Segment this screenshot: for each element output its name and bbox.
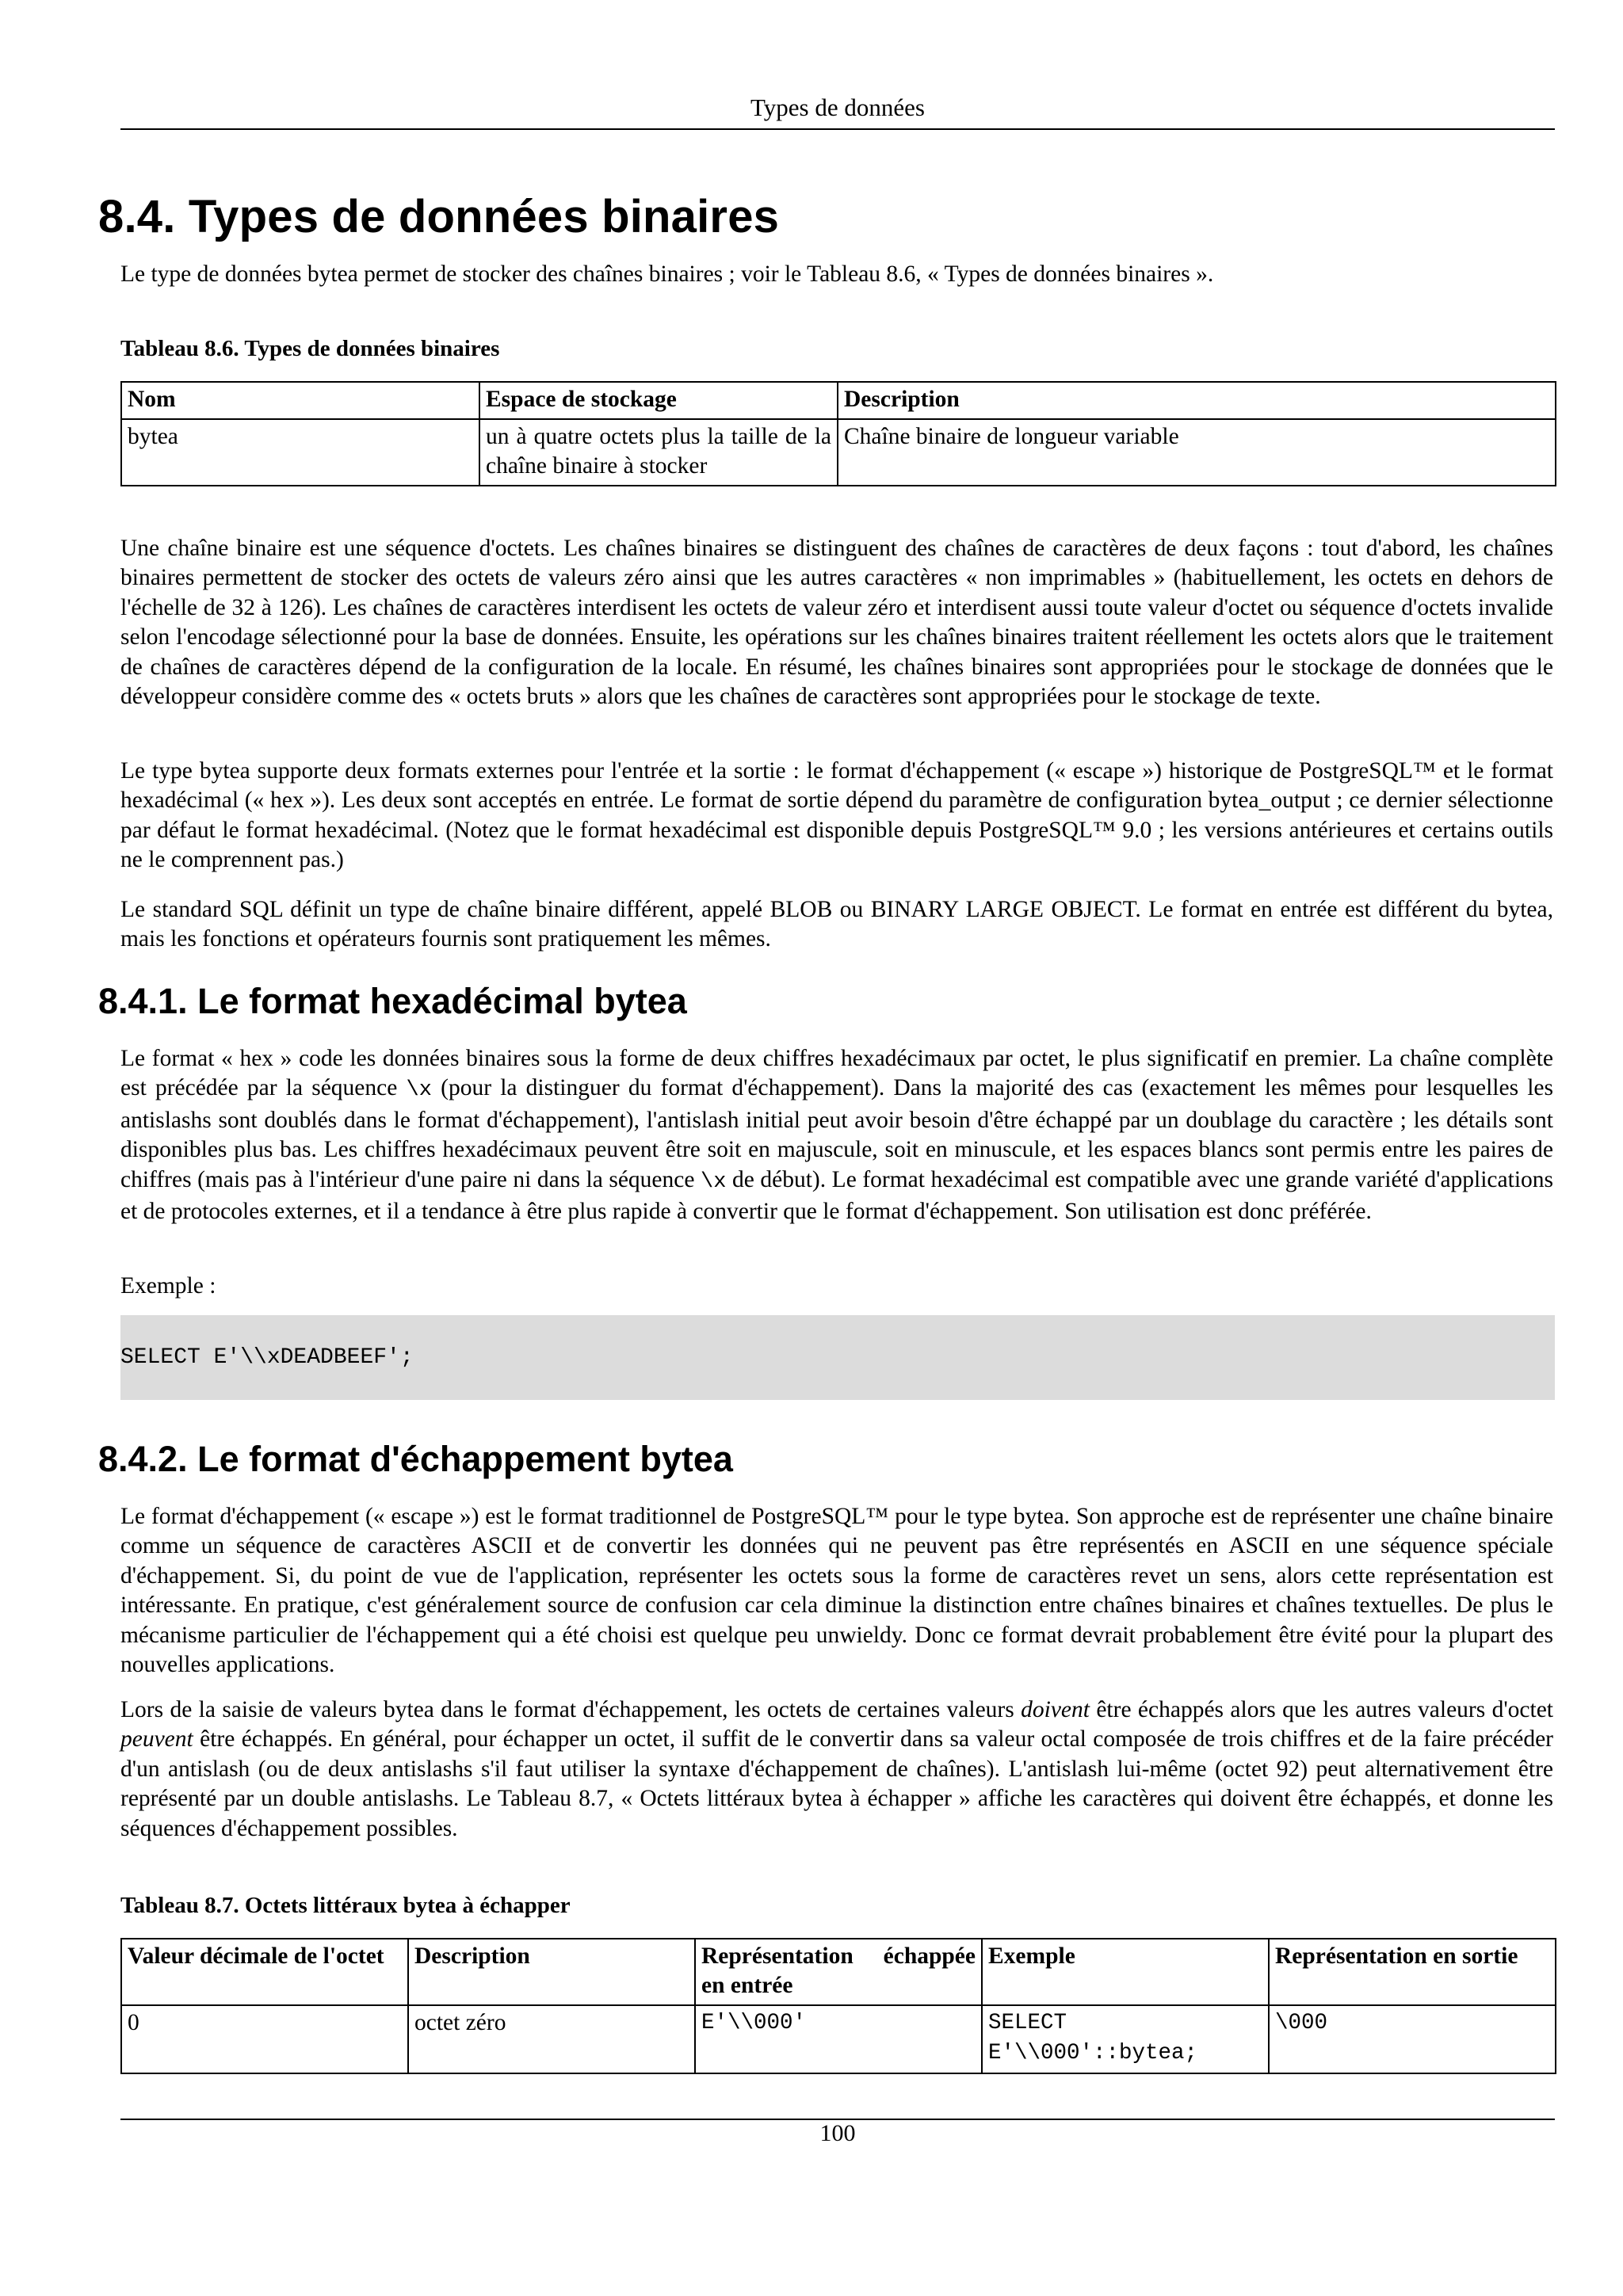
subsection-title-hex: 8.4.1. Le format hexadécimal bytea (98, 981, 687, 1021)
column-header: Description (408, 1939, 695, 2005)
column-header: Représentation échappée en entrée (695, 1939, 982, 2005)
table-header-row (121, 382, 1556, 419)
column-header: Représentation en sortie (1269, 1939, 1556, 2005)
table-row (121, 419, 1556, 486)
table-8-6-caption: Tableau 8.6. Types de données binaires (120, 336, 500, 361)
text-span: (pour la distinguer du format d'échappement). Dans la majorité des cas (exactement les mêmes pour lesquelles les antislashs sont doublés dans le format d'échappement), l'antislash initial peut avoir besoin d'être échappé par un doublage du caractère ; les détails sont disponibles plus bas. Les chiffres hexadécimaux peuvent être soit en majuscule, soit en minuscule, et les espaces blancs sont permis entre les paires de chiffres (mais pas à l'intérieur d'une paire ni dans la séquence (120, 1075, 1554, 1192)
table-cell: SELECT E'\\000'::bytea; (982, 2005, 1269, 2073)
column-header: Nom (121, 382, 479, 419)
code-example: SELECT E'\\xDEADBEEF'; (120, 1345, 414, 1370)
text-span: de début). Le format hexadécimal est compatible avec une grande variété d'applications et de protocoles externes, et il a tendance à être plus rapide à convertir que le format d'échappement. Son utilisation est donc préférée. (120, 1166, 1553, 1225)
column-header: Description (838, 382, 1556, 419)
table-cell: \000 (1269, 2005, 1556, 2073)
table-cell: octet zéro (408, 2005, 695, 2073)
text-span: être échappés. En général, pour échapper un octet, il suffit de le convertir dans sa valeur octal composée de trois chiffres et de la faire précéder d'un antislash (ou de deux antislashs s'il faut utiliser la syntaxe d'échappement de chaînes). L'antislash lui-même (octet 92) peut alternativement être représenté par un double antislashs. Le Tableau 8.7, « Octets littéraux bytea à échapper » affiche les caractères qui doivent être échappés, et donne les séquences d'échappement possibles. (120, 1726, 1553, 1841)
table-cell: 0 (121, 2005, 408, 2073)
subsection-title-escape: 8.4.2. Le format d'échappement bytea (98, 1439, 733, 1479)
table-cell: Chaîne binaire de longueur variable (838, 419, 1556, 486)
table-8-7 (120, 1938, 1556, 2074)
table-cell: bytea (121, 419, 479, 486)
inline-code: \x (406, 1078, 432, 1103)
hex-paragraph (120, 1044, 1553, 1226)
paragraph: Le type bytea supporte deux formats externes pour l'entrée et la sortie : le format d'échappement (« escape ») historique de PostgreSQL™ et le format hexadécimal (« hex »). Les deux sont acceptés en entrée. Le format de sortie dépend du paramètre de configuration bytea_output ; ce dernier sélectionne par défaut le format hexadécimal. (Notez que le format hexadécimal est disponible depuis PostgreSQL™ 9.0 ; les versions antérieures et certains outils ne le comprennent pas.) (120, 758, 1553, 873)
table-8-7-caption: Tableau 8.7. Octets littéraux bytea à échapper (120, 1893, 571, 1918)
paragraph: Une chaîne binaire est une séquence d'octets. Les chaînes binaires se distinguent des chaînes de caractères de deux façons : tout d'abord, les chaînes binaires permettent de stocker des octets de valeurs zéro ainsi que les autres caractères « non imprimables » (habituellement, les octets en dehors de l'échelle de 32 à 126). Les chaînes de caractères interdisent les octets de valeur zéro et interdisent aussi toute valeur d'octet ou séquence d'octets invalide selon l'encodage sélectionné pour la base de données. Ensuite, les opérations sur les chaînes binaires traitent réellement les octets alors que le traitement de chaînes de caractères dépend de la configuration de la locale. En résumé, les chaînes binaires sont appropriées pour le stockage de données que le développeur considère comme des « octets bruts » alors que les chaînes de caractères sont appropriées pour le stockage de texte. (120, 536, 1553, 710)
table-row (121, 2005, 1556, 2073)
example-label: Exemple : (120, 1273, 216, 1299)
header-rule (120, 128, 1555, 130)
text-span: Le format « hex » code les données binaires sous la forme de deux chiffres hexadécimaux par octet, le plus significatif en premier. La chaîne complète est précédée par la séquence (120, 1046, 1553, 1101)
section-intro: Le type de données bytea permet de stocker des chaînes binaires ; voir le Tableau 8.6, « Types de données binaires ». (120, 261, 1214, 287)
escape-paragraph-2 (120, 1695, 1553, 1844)
escape-paragraph: Le format d'échappement (« escape ») est le format traditionnel de PostgreSQL™ pour le type bytea. Son approche est de représenter une chaîne binaire comme un séquence de caractères ASCII et de convertir les données qui ne peuvent pas être représentés en ASCII en une séquence spéciale d'échappement. Si, du point de vue de l'application, représenter les octets sous la forme de caractères revet un sens, alors cette représentation est intéressante. En pratique, c'est généralement source de confusion car cela diminue la distinction entre chaînes binaires et chaînes textuelles. De plus le mécanisme particulier de l'échappement qui a été choisi est quelque peu unwieldy. Donc ce format devrait probablement être évité pour la plupart des nouvelles applications. (120, 1504, 1553, 1678)
emphasis: doivent (1021, 1697, 1090, 1722)
section-title: 8.4. Types de données binaires (98, 191, 780, 242)
table-cell: E'\\000' (695, 2005, 982, 2073)
paragraph: Le standard SQL définit un type de chaîne binaire différent, appelé BLOB ou BINARY LARGE OBJECT. Le format en entrée est différent du bytea, mais les fonctions et opérateurs fournis sont pratiquement les mêmes. (120, 897, 1553, 952)
text-span: Lors de la saisie de valeurs bytea dans le format d'échappement, les octets de certaines valeurs (120, 1697, 1022, 1722)
table-cell: un à quatre octets plus la taille de la chaîne binaire à stocker (479, 419, 838, 486)
table-header-row (121, 1939, 1556, 2005)
page-number: 100 (819, 2120, 856, 2146)
table-8-6 (120, 381, 1556, 486)
text-span: être échappés alors que les autres valeurs d'octet (1089, 1697, 1553, 1722)
column-header: Valeur décimale de l'octet (121, 1939, 408, 2005)
emphasis: peuvent (120, 1726, 193, 1753)
column-header: Espace de stockage (479, 382, 838, 419)
inline-code: \x (701, 1169, 727, 1194)
column-header: Exemple (982, 1939, 1269, 2005)
running-header: Types de données (750, 93, 925, 121)
